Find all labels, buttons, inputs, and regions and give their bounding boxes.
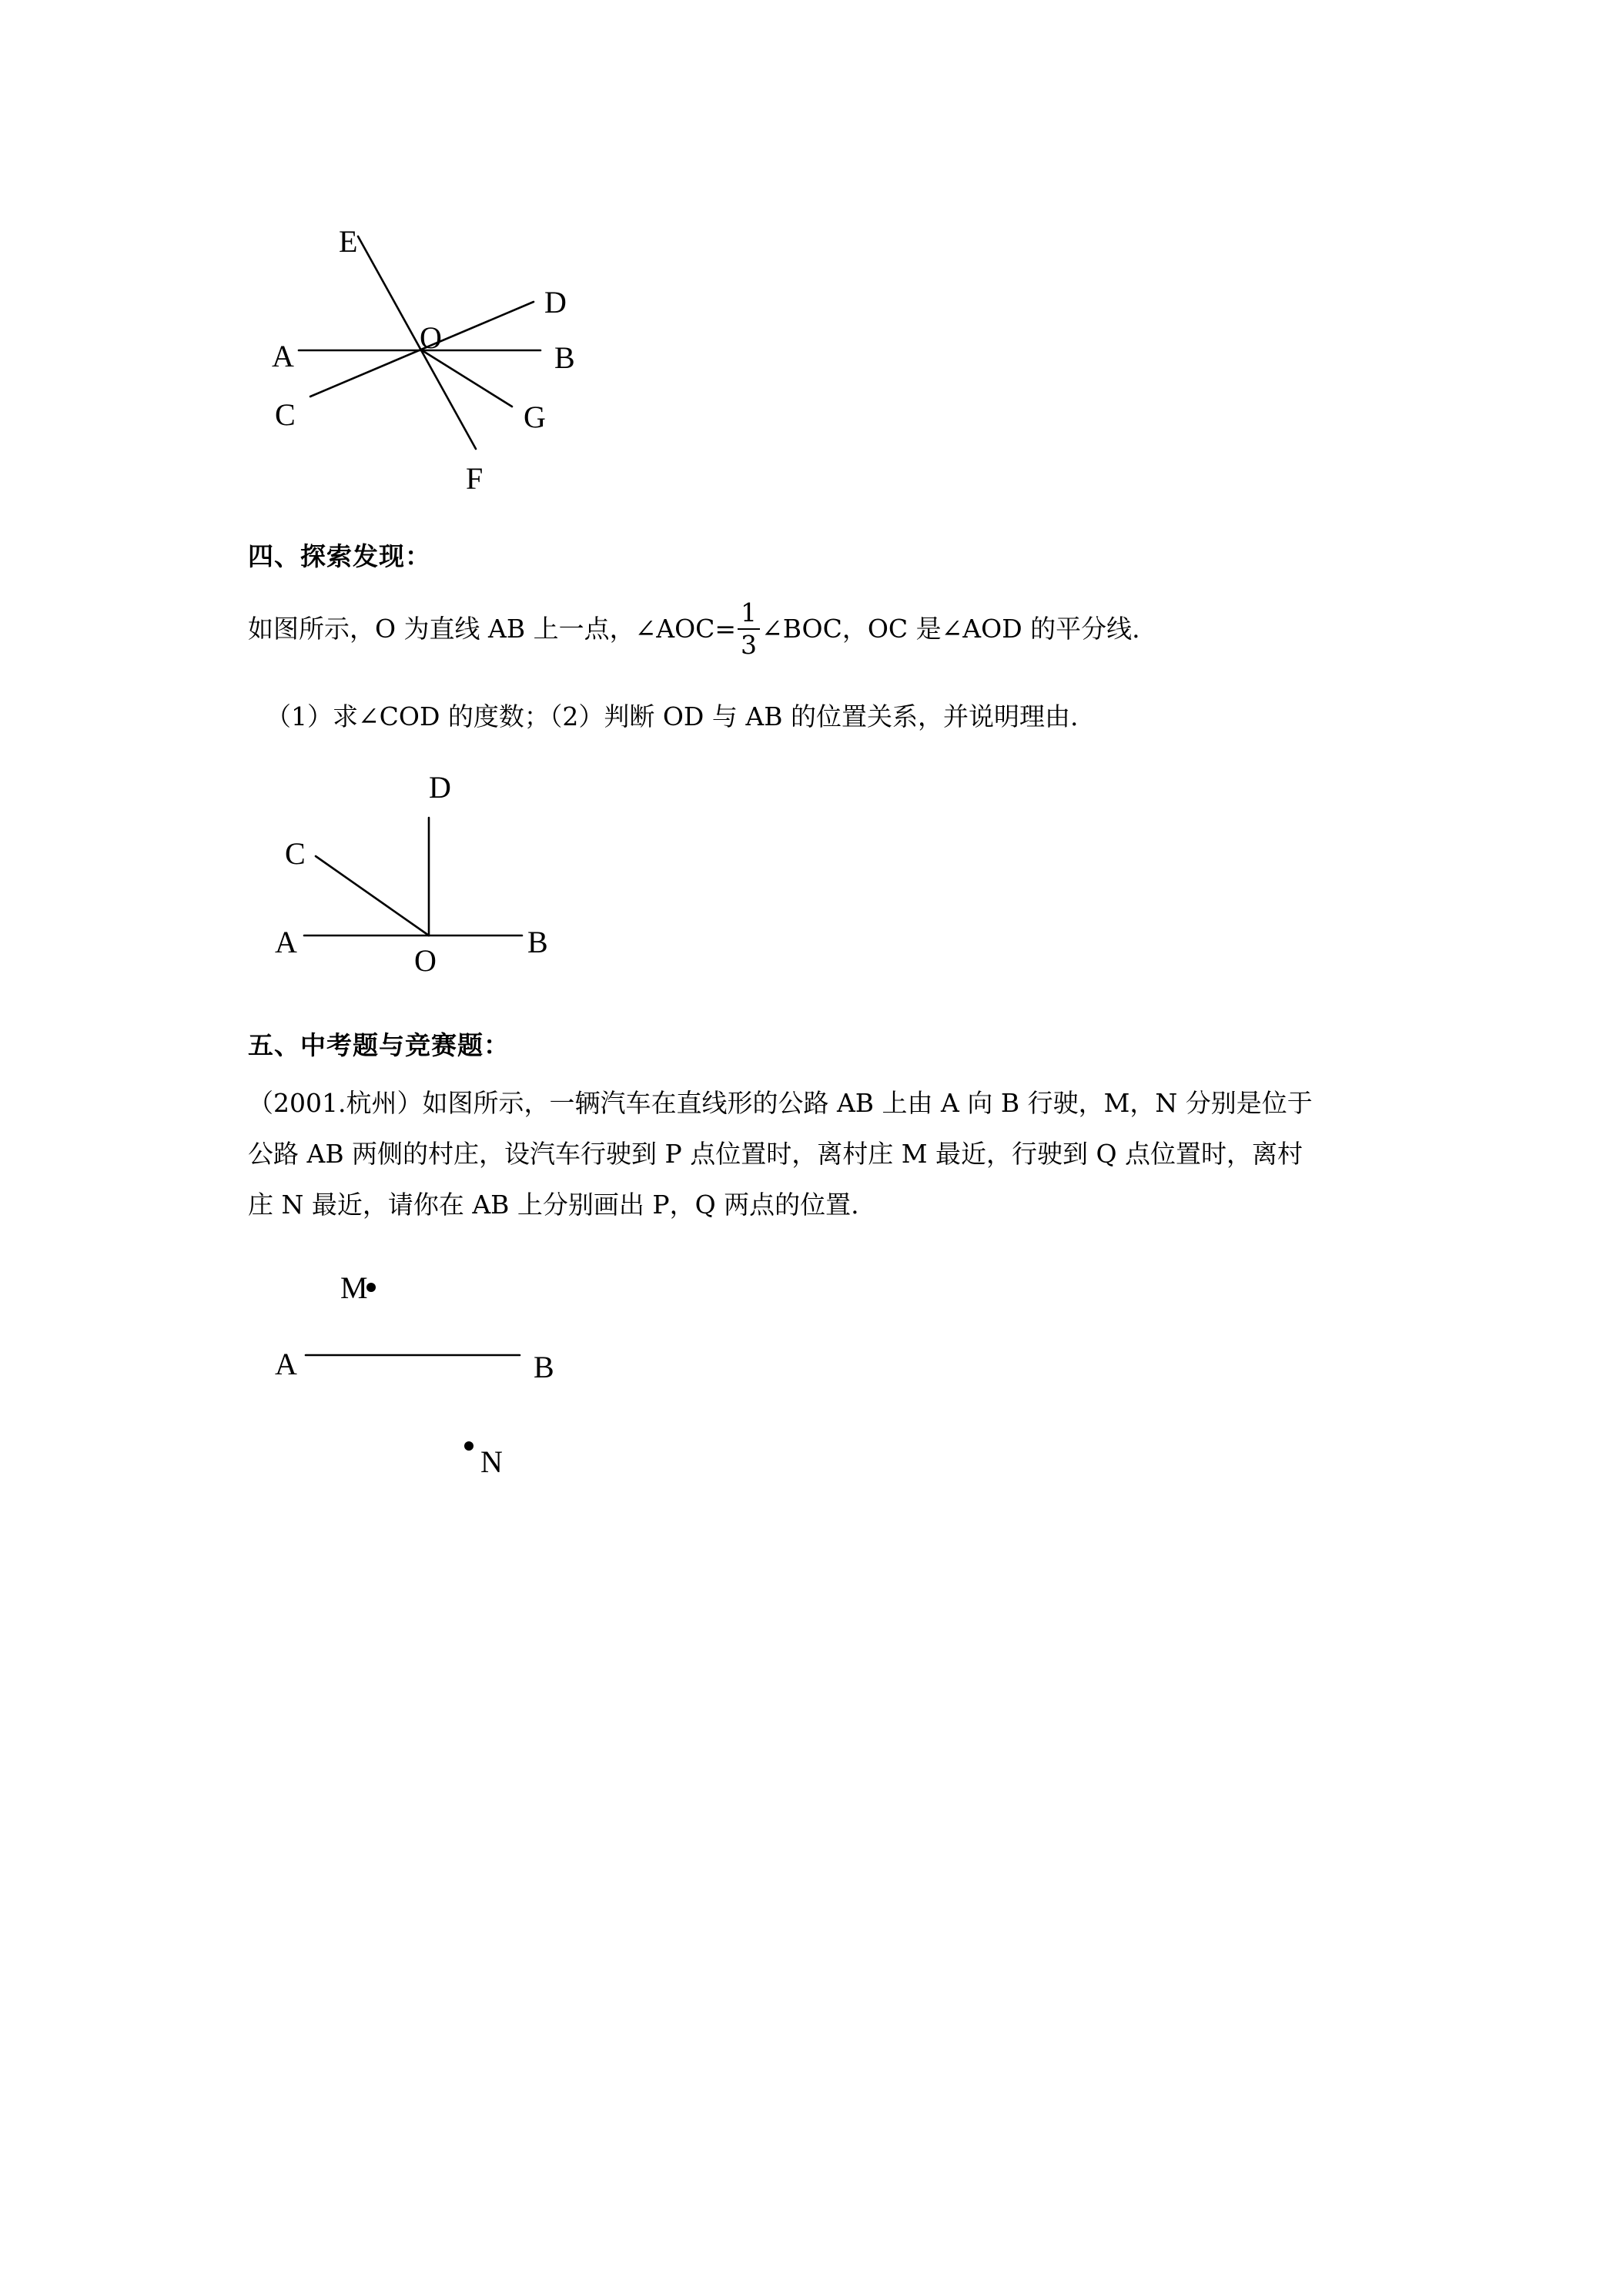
label-d: D (544, 285, 567, 320)
fraction-denominator: 3 (741, 630, 758, 660)
point-n (464, 1441, 474, 1451)
line-ef (358, 236, 476, 449)
figure-lines-through-o (0, 0, 693, 524)
label-d-fig2: D (429, 770, 451, 805)
fraction-one-third (738, 597, 760, 661)
section-4-problem-line-2: （1）求∠COD 的度数；（2）判断 OD 与 AB 的位置关系，并说明理由. (266, 701, 1079, 731)
label-f: F (466, 461, 484, 496)
label-m: M (340, 1270, 368, 1305)
label-a-fig3: A (275, 1347, 297, 1381)
problem-text-after-fraction: ∠BOC，OC 是∠AOD 的平分线. (761, 614, 1140, 644)
label-b-fig3: B (534, 1350, 554, 1384)
figure-angle-aod (0, 762, 693, 993)
label-a-fig2: A (275, 925, 297, 959)
section-5-problem-line-2: 公路 AB 两侧的村庄，设汽车行驶到 P 点位置时，离村庄 M 最近，行驶到 Q 点位置时，离村 (248, 1139, 1303, 1169)
label-g: G (524, 400, 546, 434)
label-e: E (339, 224, 358, 259)
label-o-fig2: O (414, 943, 437, 978)
label-b: B (554, 340, 575, 375)
section-5-heading: 五、中考题与竞赛题： (248, 1030, 510, 1060)
label-c: C (275, 397, 296, 432)
point-m (366, 1283, 376, 1292)
section-5-problem-line-3: 庄 N 最近，请你在 AB 上分别画出 P，Q 两点的位置. (248, 1190, 859, 1220)
section-4-heading: 四、探索发现： (248, 541, 431, 571)
label-o: O (420, 320, 442, 355)
ray-oc (316, 856, 429, 935)
section-4-problem-line-1 (248, 599, 1140, 662)
label-b-fig2: B (527, 925, 548, 959)
figure-road-villages (0, 1263, 693, 1494)
label-c-fig2: C (285, 836, 306, 871)
fraction-numerator: 1 (738, 597, 760, 630)
section-5-problem-line-1: （2001.杭州）如图所示，一辆汽车在直线形的公路 AB 上由 A 向 B 行驶，M，N 分别是位于 (248, 1088, 1313, 1118)
label-a: A (272, 339, 294, 373)
problem-text-before-fraction: 如图所示，O 为直线 AB 上一点，∠AOC= (248, 614, 737, 644)
ray-og (422, 350, 512, 407)
label-n: N (480, 1444, 503, 1479)
